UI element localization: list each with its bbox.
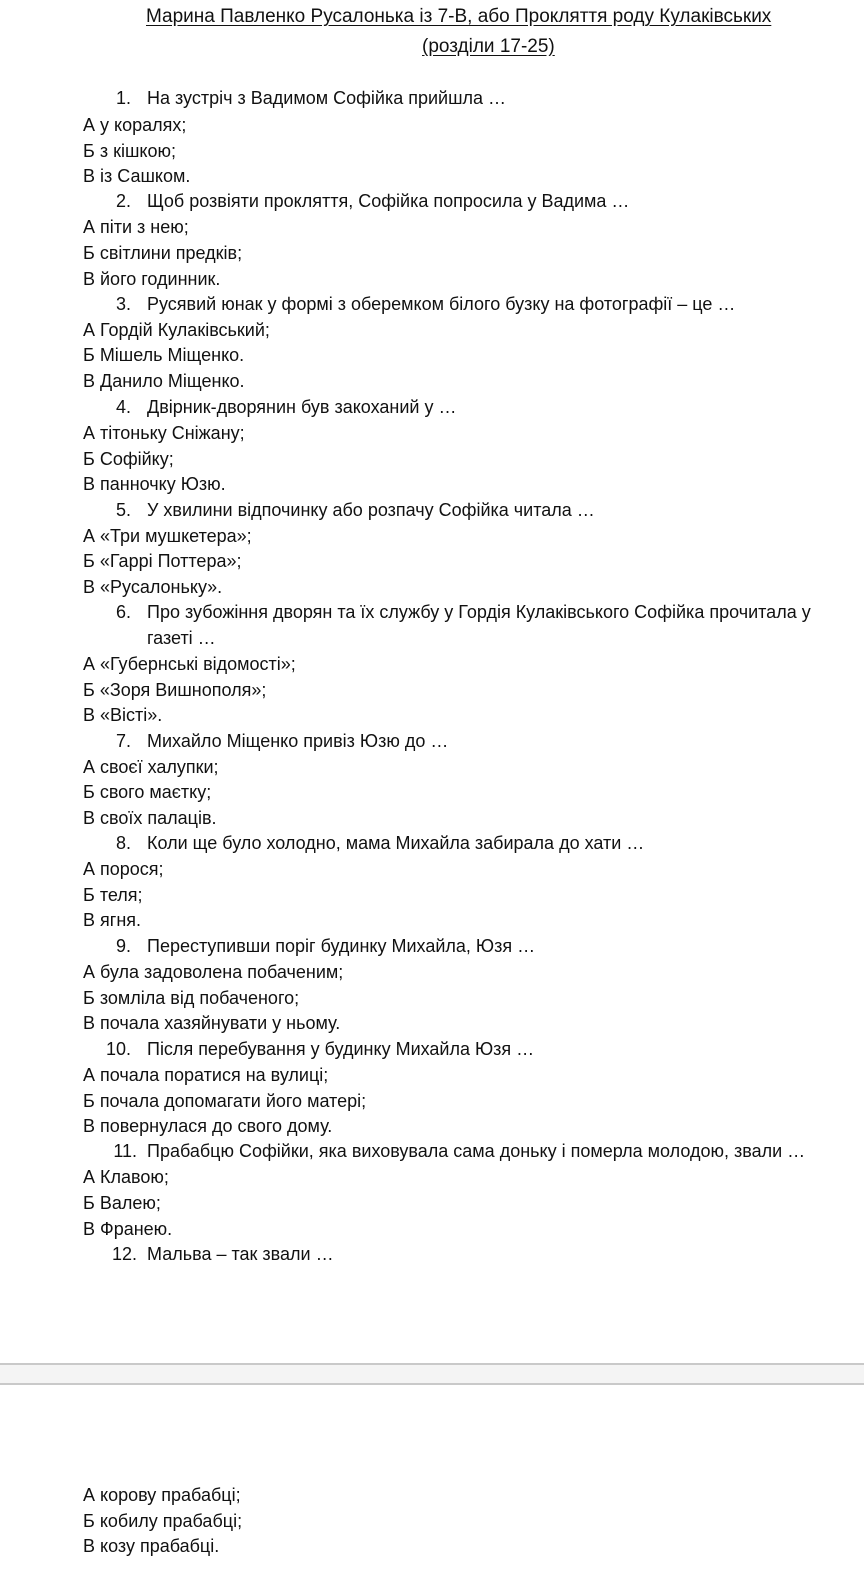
answer-option: Б Мішель Міщенко. <box>83 345 245 365</box>
question-number: 6. <box>115 602 131 622</box>
question-text: Мальва – так звали … <box>147 1244 334 1264</box>
question-number: 10. <box>105 1039 131 1059</box>
answer-option: А «Три мушкетера»; <box>83 526 252 546</box>
question-text: Щоб розвіяти прокляття, Софійка попросила у Вадима … <box>147 191 630 211</box>
answer-option: В із Сашком. <box>83 166 191 186</box>
answer-option: А була задоволена побаченим; <box>83 962 344 982</box>
question-number: 1. <box>115 88 131 108</box>
answer-option: Б «Зоря Вишнополя»; <box>83 680 267 700</box>
answer-option: А корову прабабці; <box>83 1485 241 1505</box>
answer-option: В «Вісті». <box>83 705 163 725</box>
page-break-divider <box>0 1363 864 1385</box>
answer-option: Б свого маєтку; <box>83 782 212 802</box>
question-text: На зустріч з Вадимом Софійка прийшла … <box>147 88 507 108</box>
question-text-continued: газеті … <box>147 628 216 648</box>
question-text: Коли ще було холодно, мама Михайла забирала до хати … <box>147 833 645 853</box>
question-number: 11. <box>113 1141 137 1161</box>
answer-option: Б Валею; <box>83 1193 161 1213</box>
answer-option: В «Русалоньку». <box>83 577 223 597</box>
answer-option: Б «Гаррі Поттера»; <box>83 551 242 571</box>
question-number: 7. <box>115 731 131 751</box>
question-text: У хвилини відпочинку або розпачу Софійка читала … <box>147 500 595 520</box>
answer-option: Б кобилу прабабці; <box>83 1511 243 1531</box>
question-number: 9. <box>115 936 131 956</box>
question-text: Після перебування у будинку Михайла Юзя … <box>147 1039 535 1059</box>
question-number: 8. <box>115 833 131 853</box>
answer-option: А «Губернські відомості»; <box>83 654 296 674</box>
question-number: 4. <box>115 397 131 417</box>
answer-option: Б зомліла від побаченого; <box>83 988 300 1008</box>
question-number: 5. <box>115 500 131 520</box>
answer-option: А піти з нею; <box>83 217 189 237</box>
answer-option: Б теля; <box>83 885 143 905</box>
answer-option: В ягня. <box>83 910 142 930</box>
question-text: Прабабцю Софійки, яка виховувала сама доньку і померла молодою, звали … <box>147 1141 806 1161</box>
answer-option: А тітоньку Сніжану; <box>83 423 245 443</box>
question-text: Переступивши поріг будинку Михайла, Юзя … <box>147 936 536 956</box>
answer-option: А порося; <box>83 859 164 879</box>
answer-option: Б почала допомагати його матері; <box>83 1091 367 1111</box>
answer-option: Б світлини предків; <box>83 243 243 263</box>
answer-option: Б Софійку; <box>83 449 174 469</box>
title-line-2: (розділи 17-25) <box>422 36 555 57</box>
answer-option: А Клавою; <box>83 1167 169 1187</box>
question-text: Михайло Міщенко привіз Юзю до … <box>147 731 449 751</box>
answer-option: В своїх палаців. <box>83 808 217 828</box>
answer-option: А почала поратися на вулиці; <box>83 1065 329 1085</box>
answer-option: В почала хазяйнувати у ньому. <box>83 1013 341 1033</box>
question-text: Русявий юнак у формі з оберемком білого бузку на фотографії – це … <box>147 294 736 314</box>
answer-option: В козу прабабці. <box>83 1536 220 1556</box>
answer-option: В повернулася до свого дому. <box>83 1116 333 1136</box>
question-text: Двірник-дворянин був закоханий у … <box>147 397 457 417</box>
answer-option: Б з кішкою; <box>83 141 176 161</box>
answer-option: В його годинник. <box>83 269 221 289</box>
answer-option: А у коралях; <box>83 115 187 135</box>
question-number: 2. <box>115 191 131 211</box>
title-line-1: Марина Павленко Русалонька із 7-В, або Прокляття роду Кулаківських <box>146 6 772 27</box>
question-number: 3. <box>115 294 131 314</box>
answer-option: А своєї халупки; <box>83 757 219 777</box>
cropped-heading-fragment <box>400 0 460 2</box>
answer-option: В Франею. <box>83 1219 173 1239</box>
question-text: Про зубожіння дворян та їх службу у Гордія Кулаківського Софійка прочитала у <box>147 602 811 622</box>
answer-option: В Данило Міщенко. <box>83 371 245 391</box>
question-number: 12. <box>111 1244 137 1264</box>
answer-option: В панночку Юзю. <box>83 474 226 494</box>
answer-option: А Гордій Кулаківський; <box>83 320 270 340</box>
document-page-lower <box>0 1385 864 1580</box>
